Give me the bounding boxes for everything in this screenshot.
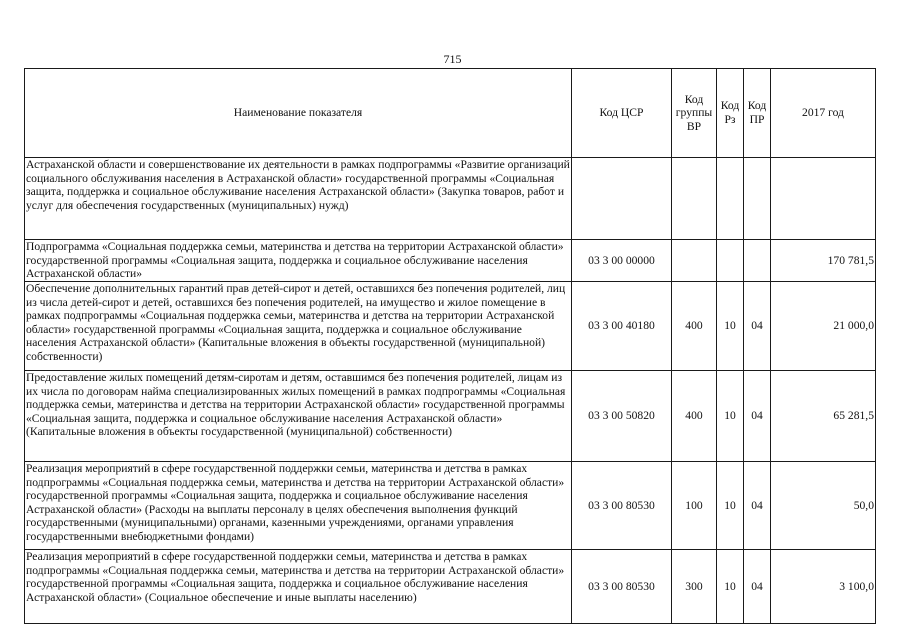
row-amount: 50,0 <box>771 462 876 550</box>
row-name: Реализация мероприятий в сфере государственной поддержки семьи, материнства и детства в рамках подпрограммы «Социальная поддержка семьи, материнства и детства на территории Астраханской области» государственной программы «Социальная защита, поддержка и социальное обслуживание населения Астраханской области» (Социальное обеспечение и иные выплаты населению) <box>25 550 572 624</box>
row-vr <box>672 158 717 240</box>
row-pr: 04 <box>744 462 771 550</box>
row-pr <box>744 158 771 240</box>
row-csr: 03 3 00 50820 <box>572 371 672 462</box>
page-number: 715 <box>443 52 462 66</box>
row-csr: 03 3 00 80530 <box>572 550 672 624</box>
row-vr: 300 <box>672 550 717 624</box>
table-row <box>25 462 876 550</box>
budget-table <box>24 68 876 624</box>
header-year: 2017 год <box>771 69 876 158</box>
row-vr: 400 <box>672 282 717 371</box>
row-name: Подпрограмма «Социальная поддержка семьи, материнства и детства на территории Астраханской области» государственной программы «Социальная защита, поддержка и социальное обслуживание населения Астраханской области» <box>25 240 572 282</box>
row-csr: 03 3 00 40180 <box>572 282 672 371</box>
row-name: Реализация мероприятий в сфере государственной поддержки семьи, материнства и детства в рамках подпрограммы «Социальная поддержка семьи, материнства и детства на территории Астраханской области» государственной программы «Социальная защита, поддержка и социальное обслуживание населения Астраханской области» (Расходы на выплаты персоналу в целях обеспечения выполнения функций государственными (муниципальными) органами, казенными учреждениями, органами управления государственными внебюджетными фондами) <box>25 462 572 550</box>
row-amount: 21 000,0 <box>771 282 876 371</box>
row-vr: 100 <box>672 462 717 550</box>
row-csr <box>572 158 672 240</box>
header-row <box>25 69 876 158</box>
row-vr: 400 <box>672 371 717 462</box>
table-row <box>25 240 876 282</box>
table-row <box>25 282 876 371</box>
row-amount: 170 781,5 <box>771 240 876 282</box>
table-header <box>25 69 876 158</box>
row-rz <box>717 240 744 282</box>
row-pr: 04 <box>744 550 771 624</box>
row-amount <box>771 158 876 240</box>
header-rz: Код Рз <box>717 69 744 158</box>
row-name: Астраханской области и совершенствование их деятельности в рамках подпрограммы «Развитие организаций социального обслуживания населения в Астраханской области» государственной программы «Социальная защита, поддержка и социальное обслуживание населения Астраханской области» (Закупка товаров, работ и услуг для обеспечения государственных (муниципальных) нужд) <box>25 158 572 240</box>
header-csr: Код ЦСР <box>572 69 672 158</box>
row-vr <box>672 240 717 282</box>
row-pr <box>744 240 771 282</box>
row-rz: 10 <box>717 371 744 462</box>
row-rz: 10 <box>717 282 744 371</box>
row-name: Предоставление жилых помещений детям-сиротам и детям, оставшимся без попечения родителей, лицам из их числа по договорам найма специализированных жилых помещений в рамках подпрограммы «Социальная поддержка семьи, материнства и детства на территории Астраханской области» государственной программы «Социальная защита, поддержка и социальное обслуживание населения Астраханской области» (Капитальные вложения в объекты государственной (муниципальной) собственности) <box>25 371 572 462</box>
table-row <box>25 158 876 240</box>
row-csr: 03 3 00 00000 <box>572 240 672 282</box>
header-pr: Код ПР <box>744 69 771 158</box>
row-amount: 65 281,5 <box>771 371 876 462</box>
row-rz: 10 <box>717 462 744 550</box>
table-body <box>25 158 876 624</box>
row-pr: 04 <box>744 282 771 371</box>
table-row <box>25 550 876 624</box>
table-row <box>25 371 876 462</box>
row-pr: 04 <box>744 371 771 462</box>
row-rz <box>717 158 744 240</box>
header-name: Наименование показателя <box>25 69 572 158</box>
row-rz: 10 <box>717 550 744 624</box>
header-vr: Код группы ВР <box>672 69 717 158</box>
row-name: Обеспечение дополнительных гарантий прав детей-сирот и детей, оставшихся без попечения родителей, лиц из числа детей-сирот и детей, оставшихся без попечения родителей, на имущество и жилое помещение в рамках подпрограммы «Социальная поддержка семьи, материнства и детства на территории Астраханской области» государственной программы «Социальная защита, поддержка и социальное обслуживание населения Астраханской области» (Капитальные вложения в объекты государственной (муниципальной) собственности) <box>25 282 572 371</box>
row-amount: 3 100,0 <box>771 550 876 624</box>
row-csr: 03 3 00 80530 <box>572 462 672 550</box>
